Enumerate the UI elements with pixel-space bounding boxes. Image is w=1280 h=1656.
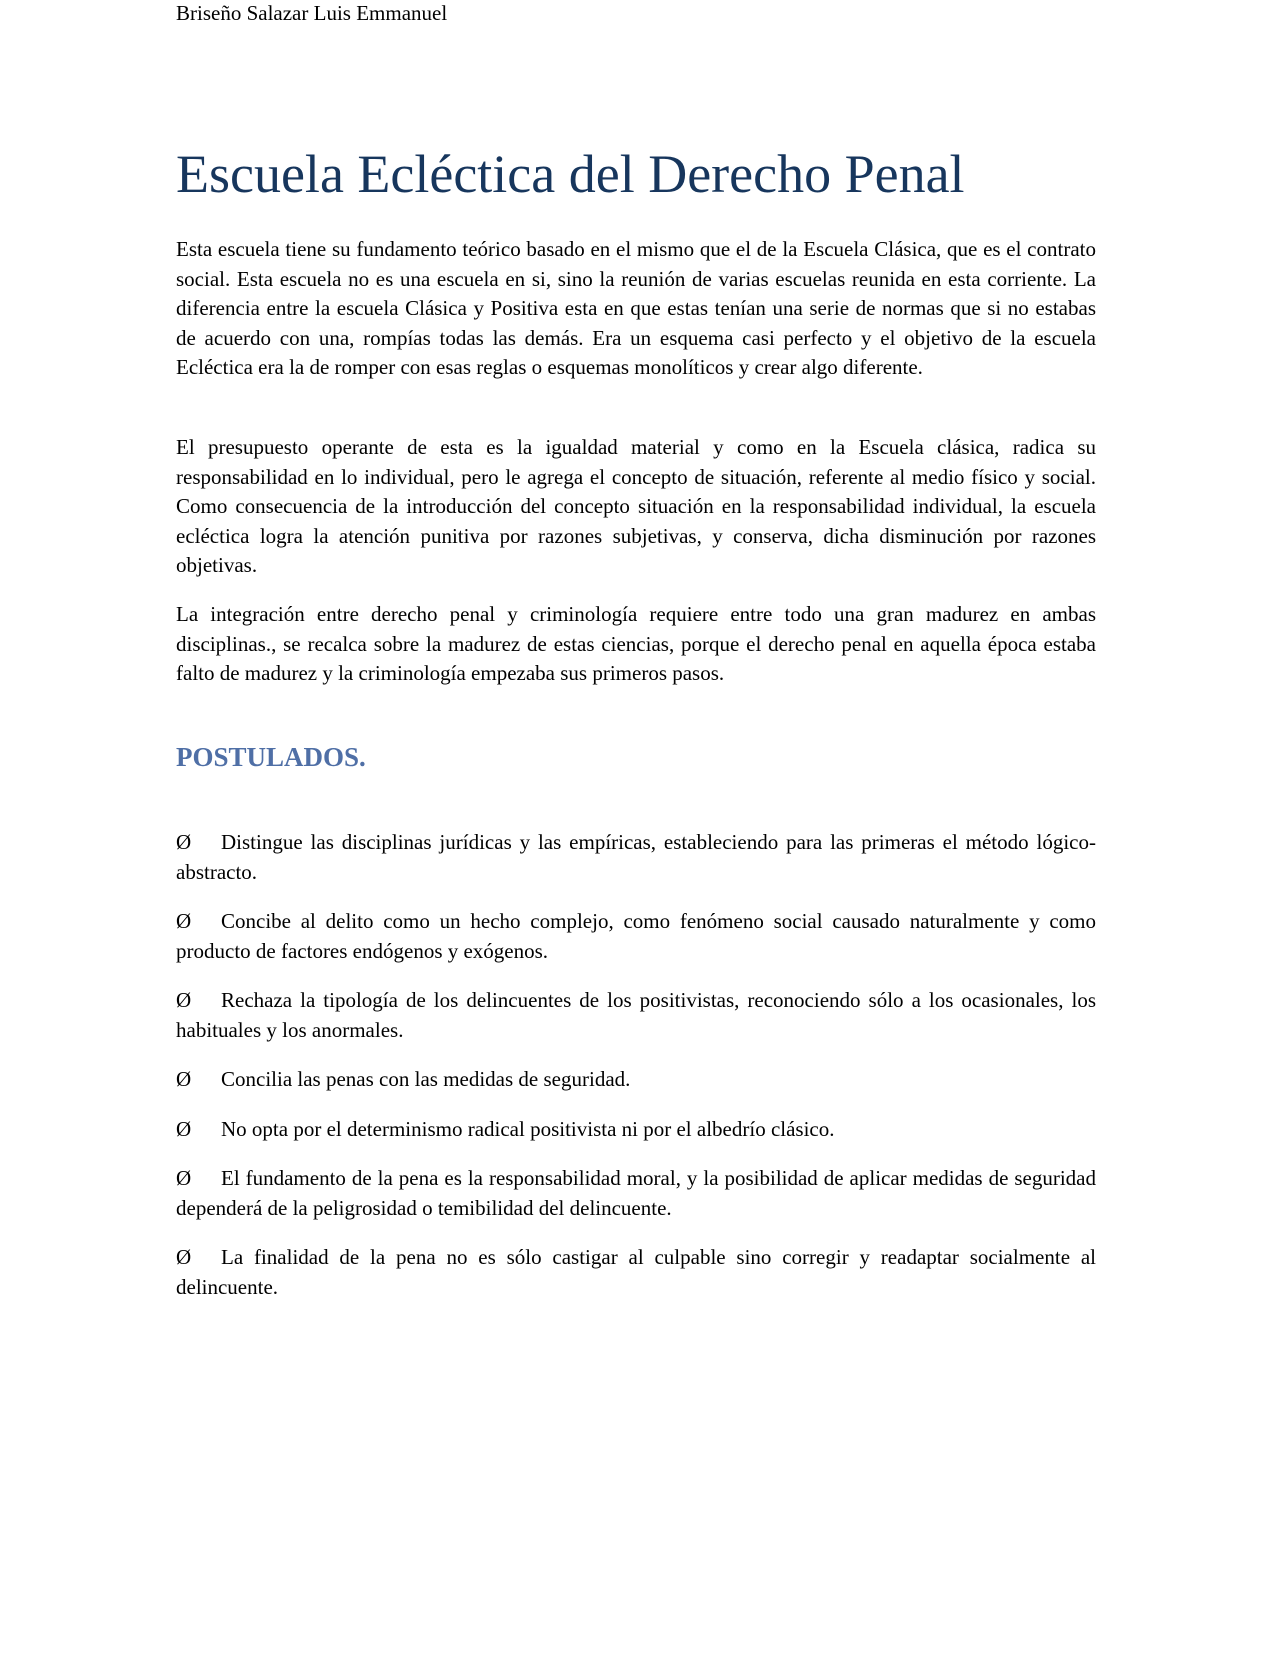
paragraph-1: Esta escuela tiene su fundamento teórico basado en el mismo que el de la Escuela Clásica, que es el contrato social. Esta escuela no es una escuela en si, sino la reunión de varias escuelas reunida en esta corriente. La diferencia entre la escuela Clásica y Positiva esta en que estas tenían una serie de normas que si no estabas de acuerdo con una, rompías todas las demás. Era un esquema casi perfecto y el objetivo de la escuela Ecléctica era la de romper con esas reglas o esquemas monolíticos y crear algo diferente. xyxy=(176,237,1096,379)
author-name: Briseño Salazar Luis Emmanuel xyxy=(176,1,448,25)
list-item xyxy=(176,907,1096,966)
document-title: Escuela Ecléctica del Derecho Penal xyxy=(176,144,965,204)
bullet-marker: Ø xyxy=(176,909,192,933)
bullet-marker: Ø xyxy=(176,1067,192,1091)
list-item xyxy=(176,1243,1096,1302)
list-item-text: No opta por el determinismo radical positivista ni por el albedrío clásico. xyxy=(221,1116,835,1141)
list-item-text: Rechaza la tipología de los delincuentes de los positivistas, reconociendo sólo a los ocasionales, los habituales y los anormales. xyxy=(176,988,1096,1042)
list-item xyxy=(176,986,1096,1045)
section-heading-postulados: POSTULADOS. xyxy=(176,742,366,772)
list-item xyxy=(176,1164,1096,1223)
paragraph-3: La integración entre derecho penal y criminología requiere entre todo una gran madurez en ambas disciplinas., se recalca sobre la madurez de estas ciencias, porque el derecho penal en aquella época estaba falto de madurez y la criminología empezaba sus primeros pasos. xyxy=(176,602,1096,685)
list-item-text: La finalidad de la pena no es sólo castigar al culpable sino corregir y readaptar socialmente al delincuente. xyxy=(176,1245,1096,1299)
list-item-text: El fundamento de la pena es la responsabilidad moral, y la posibilidad de aplicar medidas de seguridad dependerá de la peligrosidad o temibilidad del delincuente. xyxy=(176,1166,1096,1220)
paragraph-2: El presupuesto operante de esta es la igualdad material y como en la Escuela clásica, radica su responsabilidad en lo individual, pero le agrega el concepto de situación, referente al medio físico y social. Como consecuencia de la introducción del concepto situación en la responsabilidad individual, la escuela ecléctica logra la atención punitiva por razones subjetivas, y conserva, dicha disminución por razones objetivas. xyxy=(176,435,1096,577)
list-item xyxy=(176,1065,1096,1095)
list-item-text: Concibe al delito como un hecho complejo, como fenómeno social causado naturalmente y como producto de factores endógenos y exógenos. xyxy=(176,909,1096,963)
postulados-list xyxy=(176,828,1096,1322)
list-item-text: Distingue las disciplinas jurídicas y las empíricas, estableciendo para las primeras el método lógico-abstracto. xyxy=(176,830,1096,884)
bullet-marker: Ø xyxy=(176,830,192,854)
list-item xyxy=(176,828,1096,887)
list-item xyxy=(176,1115,1096,1145)
bullet-marker: Ø xyxy=(176,1116,192,1141)
bullet-marker: Ø xyxy=(176,1166,192,1190)
bullet-marker: Ø xyxy=(176,988,192,1012)
list-item-text: Concilia las penas con las medidas de seguridad. xyxy=(221,1067,631,1091)
bullet-marker: Ø xyxy=(176,1245,192,1269)
